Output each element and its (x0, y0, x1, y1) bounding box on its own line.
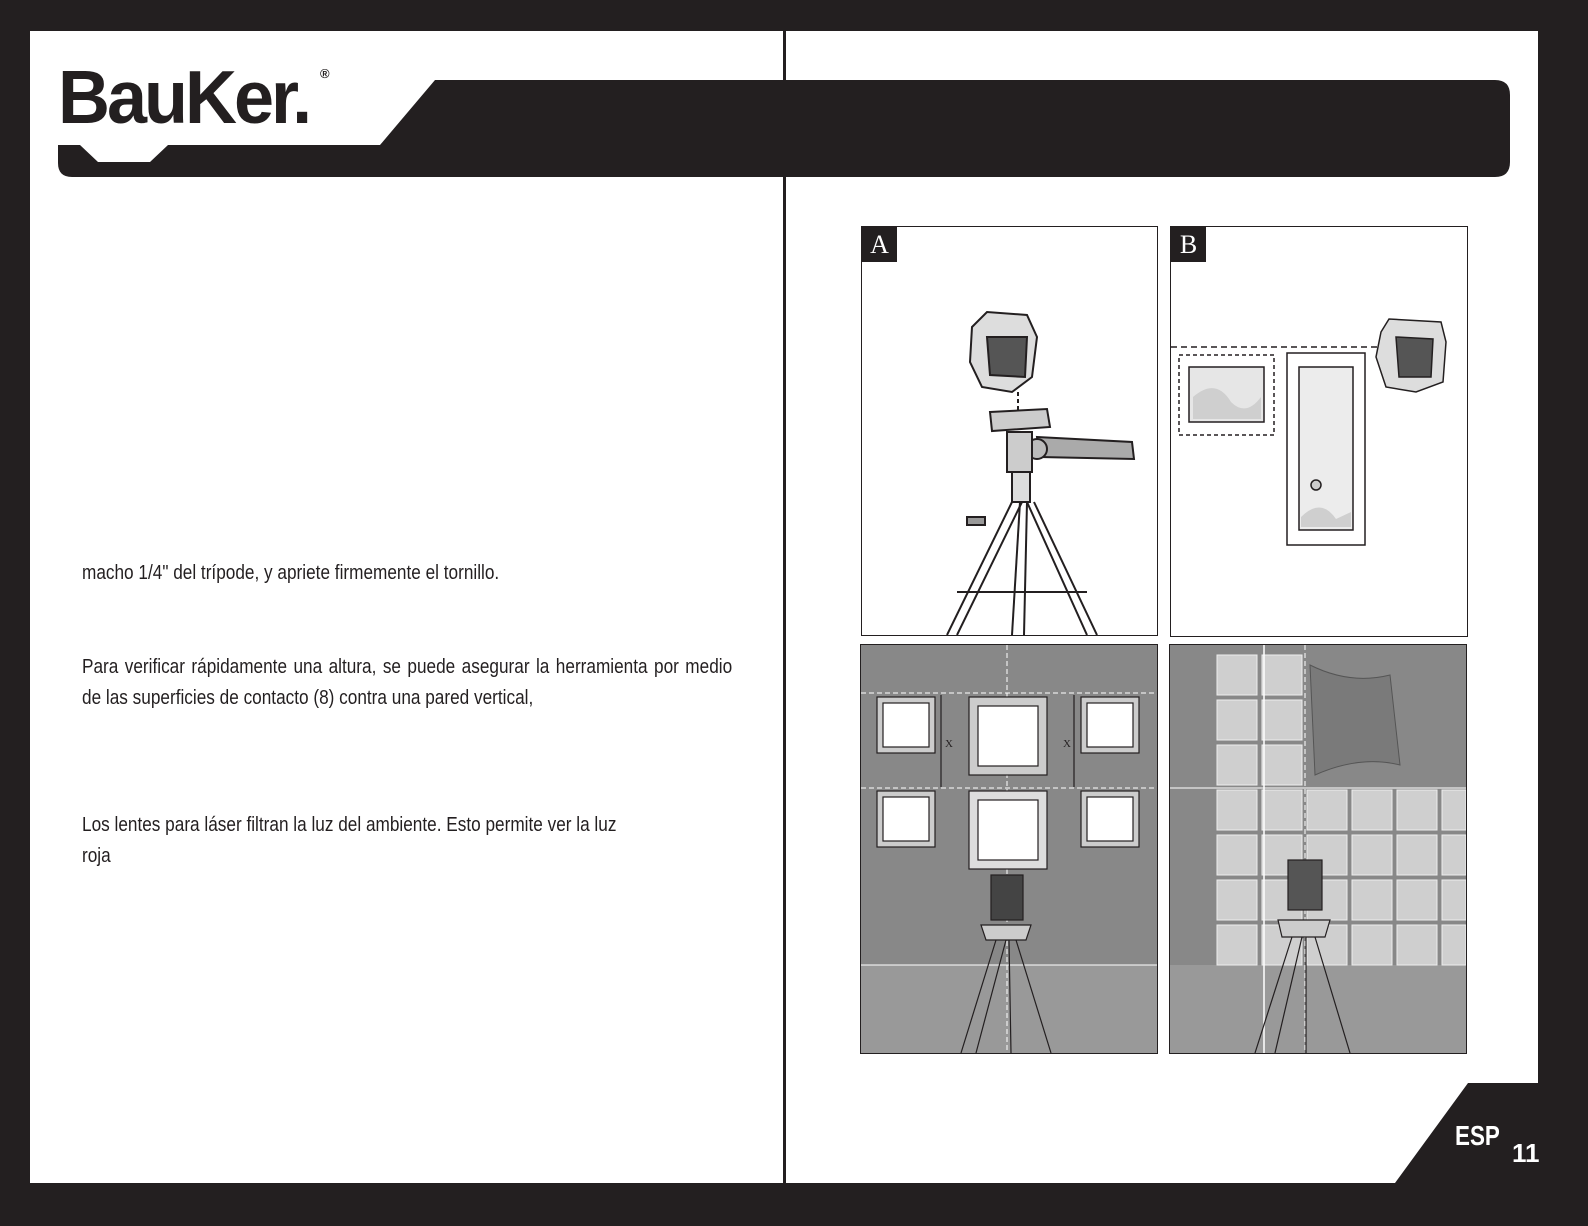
paragraph-tripod-mount: macho 1/4" del trípode, y apriete firmemente el tornillo. (82, 562, 500, 584)
panel-a-label: A (862, 227, 897, 262)
brand-logo: BauKer. (58, 56, 310, 140)
paragraph-height-check: Para verificar rápidamente una altura, se puede asegurar la herramienta por medio de las superficies de contacto (8) contra una pared vertical, (82, 656, 733, 709)
distance-mark-left: X (945, 738, 953, 750)
language-label: ESP (1455, 1120, 1500, 1151)
registered-mark: ® (320, 66, 330, 81)
distance-mark-right: X (1063, 738, 1071, 750)
paragraph-laser-glasses: Los lentes para láser filtran la luz del ambiente. Esto permite ver la luz roja (82, 814, 617, 867)
page-number: 11 (1512, 1138, 1540, 1168)
panel-b-label: B (1171, 227, 1206, 262)
